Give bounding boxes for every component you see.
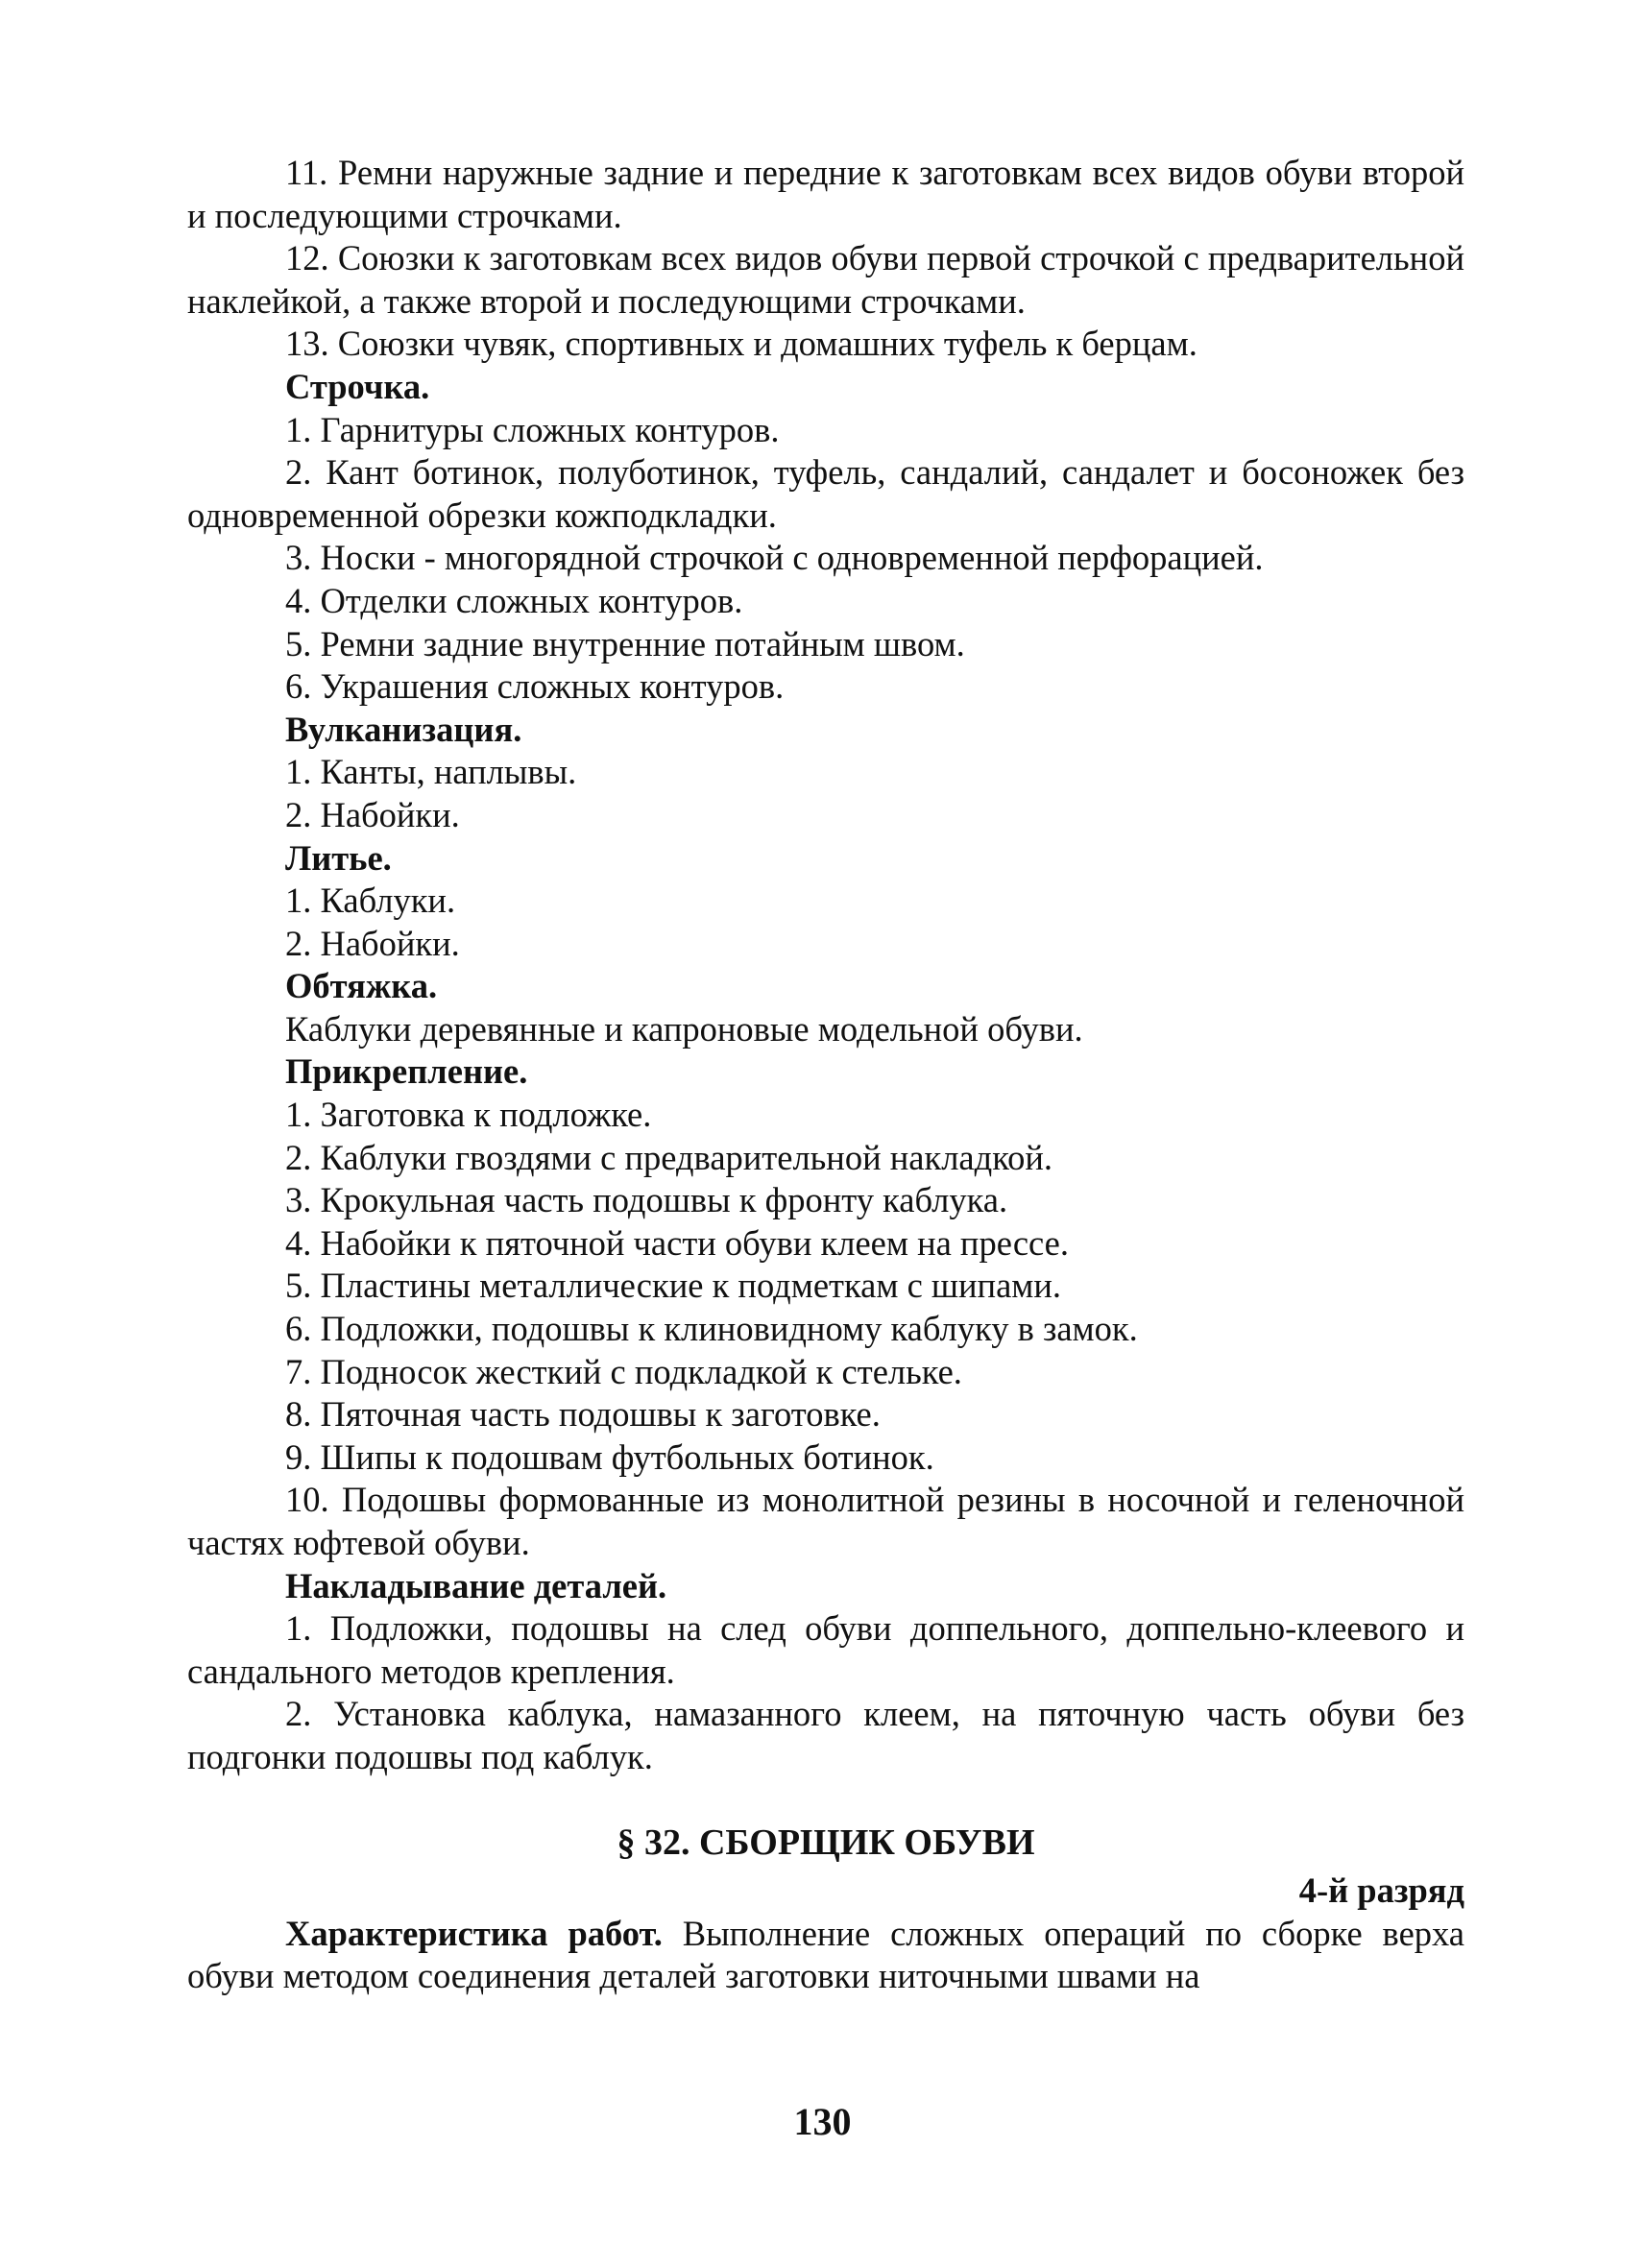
section-heading: Накладывание деталей. [285,1565,667,1605]
list-item: 11. Ремни наружные задние и передние к заготовкам всех видов обуви второй и последующими строчками. [187,153,1464,235]
list-item: 1. Заготовка к подложке. [285,1095,652,1135]
list-item: 1. Гарнитуры сложных контуров. [285,409,780,449]
list-item: 8. Пяточная часть подошвы к заготовке. [285,1394,881,1435]
section-heading: Строчка. [285,366,430,406]
list-item: 10. Подошвы формованные из монолитной резины в носочной и геленочной частях юфтевой обуви. [187,1480,1464,1562]
grade-label: 4-й разряд [1298,1870,1464,1911]
list-item: 2. Каблуки гвоздями с предварительной накладкой. [285,1137,1052,1177]
list-item: 4. Набойки к пяточной части обуви клеем на прессе. [285,1222,1069,1263]
list-item: 7. Подносок жесткий с подкладкой к стельке. [285,1351,962,1391]
list-item: 2. Установка каблука, намазанного клеем, на пяточную часть обуви без подгонки подошвы под каблук. [187,1694,1464,1776]
list-item: 3. Крокульная часть подошвы к фронту каблука. [285,1180,1008,1220]
list-item: 1. Каблуки. [285,881,456,921]
section-title: § 32. СБОРЩИК ОБУВИ [617,1822,1035,1863]
list-item: 6. Украшения сложных контуров. [285,666,785,707]
list-item: 2. Кант ботинок, полуботинок, туфель, сандалий, сандалет и босоножек без одновременной обрезки кожподкладки. [187,452,1464,535]
list-item: 12. Союзки к заготовкам всех видов обуви первой строчкой с предварительной наклейкой, а также второй и последующими строчками. [187,238,1464,321]
list-item: Каблуки деревянные и капроновые модельной обуви. [285,1008,1083,1049]
list-item: 5. Пластины металлические к подметкам с шипами. [285,1266,1062,1306]
list-item: 2. Набойки. [285,923,460,963]
list-item: 1. Канты, наплывы. [285,752,577,792]
list-item: 3. Носки - многорядной строчкой с одновременной перфорацией. [285,538,1264,578]
section-heading: Прикрепление. [285,1051,528,1092]
document-page [187,152,1464,1998]
characteristic-label: Характеристика работ. [285,1913,663,1953]
list-item: 6. Подложки, подошвы к клиновидному каблуку в замок. [285,1309,1138,1349]
characteristic-text: Выполнение сложных операций по сборке верха обуви методом соединения деталей заготовки ниточными швами на [187,1913,1465,1996]
list-item: 5. Ремни задние внутренние потайным швом. [285,623,965,664]
list-item: 13. Союзки чувяк, спортивных и домашних туфель к берцам. [285,324,1197,364]
section-heading: Литье. [285,837,392,878]
list-item: 1. Подложки, подошвы на след обуви доппельного, доппельно-клеевого и сандального методов крепления. [187,1608,1464,1691]
list-item: 2. Набойки. [285,794,460,834]
list-item: 9. Шипы к подошвам футбольных ботинок. [285,1436,934,1477]
characteristic-paragraph [187,1913,1464,1998]
section-heading: Обтяжка. [285,966,438,1006]
list-item: 4. Отделки сложных контуров. [285,580,743,620]
section-heading: Вулканизация. [285,709,522,749]
page-number: 130 [793,2100,852,2143]
